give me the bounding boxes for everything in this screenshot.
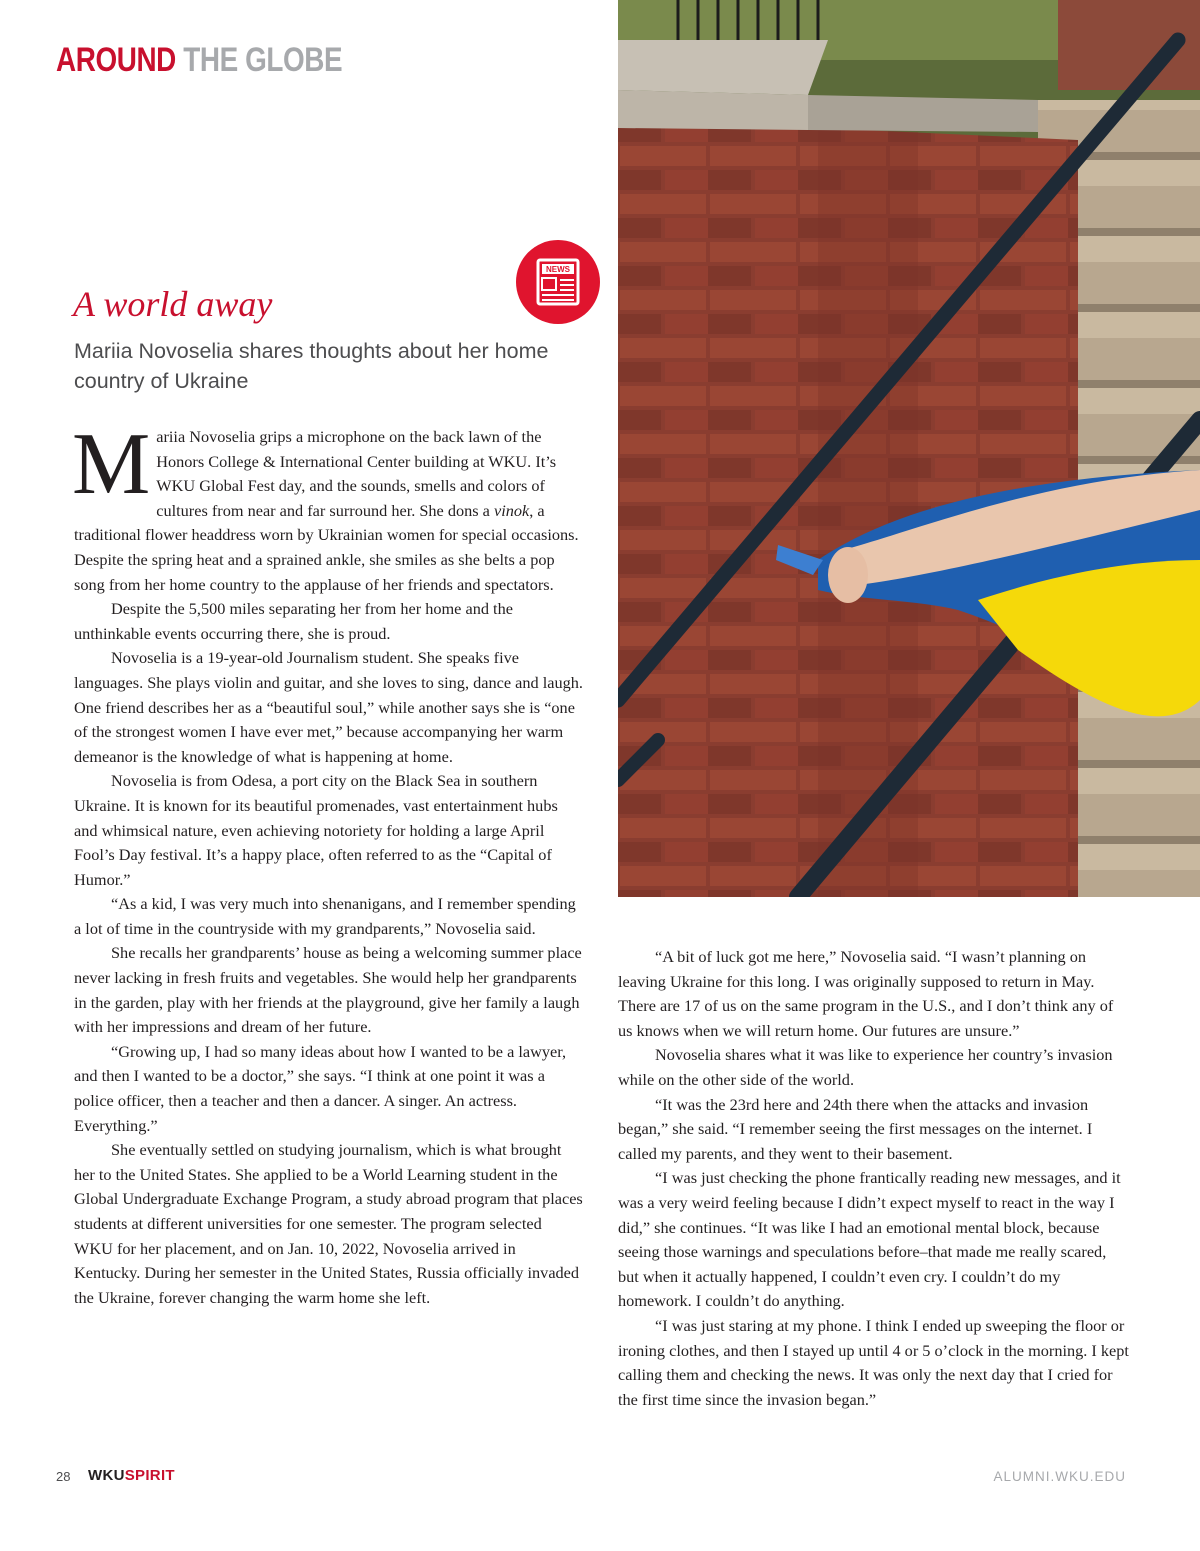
publication-logo: WKUSPIRIT <box>88 1467 175 1484</box>
article-column-right <box>618 945 1130 1412</box>
article-deck: Mariia Novoselia shares thoughts about her home country of Ukraine <box>74 339 549 393</box>
paragraph: Novoselia is a 19-year-old Journalism student. She speaks five languages. She plays violin and guitar, and she loves to sing, dance and laugh. One friend describes her as a “beautiful soul,” while another says she is “one of the strongest women I have ever met,” because accompanying her warm demeanor is the knowledge of what is happening at home. <box>74 648 583 766</box>
page-number: 28 <box>56 1469 71 1484</box>
lead-paragraph: Mariia Novoselia grips a microphone on the back lawn of the Honors College & International Center building at WKU. It’s WKU Global Fest day, and the sounds, smells and colors of cultures from near and far surround her. She dons a vinok, a traditional flower headdress worn by Ukrainian women for special occasions. Despite the spring heat and a sprained ankle, she smiles as she belts a pop song from her home country to the applause of her friends and spectators. <box>72 416 579 594</box>
paragraph: Novoselia is from Odesa, a port city on the Black Sea in southern Ukraine. It is known for its beautiful promenades, vast entertainment hubs and whimsical nature, even achieving notoriety for holding a large April Fool’s Day festival. It’s a happy place, often referred to as the “Capital of Humor.” <box>74 771 558 889</box>
paragraph: “Growing up, I had so many ideas about how I wanted to be a lawyer, and then I wanted to be a doctor,” she says. “I think at one point it was a police officer, then a teacher and then a dancer. A singer. An actress. Everything.” <box>74 1041 567 1135</box>
paragraph: She eventually settled on studying journalism, which is what brought her to the United States. She applied to be a World Learning student in the Global Undergraduate Exchange Program, a study abroad program that places students at different universities for one semester. The program selected WKU for her placement, and on Jan. 10, 2022, Novoselia arrived in Kentucky. During her semester in the United States, Russia officially invaded the Ukraine, forever changing the warm home she left. <box>74 1140 583 1307</box>
page-footer <box>0 1466 1200 1490</box>
footer-url[interactable]: ALUMNI.WKU.EDU <box>993 1469 1126 1484</box>
paragraph: “A bit of luck got me here,” Novoselia said. “I wasn’t planning on leaving Ukraine for this long. I was originally supposed to return in May. There are 17 of us on the same program in the U.S., and I don’t think any of us knows when we will return home. Our futures are unsure.” <box>618 947 1114 1040</box>
paragraph: “I was just checking the phone frantically reading new messages, and it was a very weird feeling because I didn’t expect myself to react in the way I did,” she continues. “It was like I had an emotional mental block, because seeing those warnings and speculations before–that made me really scared, but when it actually happened, I couldn’t even cry. I couldn’t do my homework. I couldn’t do anything. <box>618 1168 1121 1311</box>
svg-text:NEWS: NEWS <box>546 265 570 274</box>
paragraph: “It was the 23rd here and 24th there when the attacks and invasion began,” she said. “I remember seeing the first messages on the internet. I called my parents, and they went to their basement. <box>618 1094 1093 1163</box>
article-column-left <box>72 416 584 1310</box>
article-title: A world away <box>73 284 273 324</box>
paragraph: “As a kid, I was very much into shenanigans, and I remember spending a lot of time in the countryside with my grandparents,” Novoselia said. <box>74 894 576 938</box>
paragraph: “I was just staring at my phone. I think I ended up sweeping the floor or ironing clothes, and then I stayed up until 4 or 5 o’clock in the morning. I kept calling them and checking the news. It was only the next day that I cried for the first time since the invasion began.” <box>618 1315 1129 1409</box>
newspaper-icon <box>516 240 600 324</box>
paragraph: Despite the 5,500 miles separating her from her home and the unthinkable events occurring there, she is proud. <box>74 599 513 643</box>
section-heading-red: AROUND <box>56 41 176 79</box>
section-heading-gray: THE GLOBE <box>183 41 343 79</box>
section-heading <box>56 38 342 82</box>
paragraph: Novoselia shares what it was like to experience her country’s invasion while on the other side of the world. <box>618 1045 1113 1089</box>
news-badge <box>516 240 600 324</box>
paragraph: She recalls her grandparents’ house as being a welcoming summer place never lacking in fresh fruits and vegetables. She would help her grandparents in the garden, play with her friends at the playground, give her family a laugh with her impressions and dream of her future. <box>74 943 582 1037</box>
feature-photo <box>618 0 1200 897</box>
drop-cap: M <box>72 416 151 513</box>
